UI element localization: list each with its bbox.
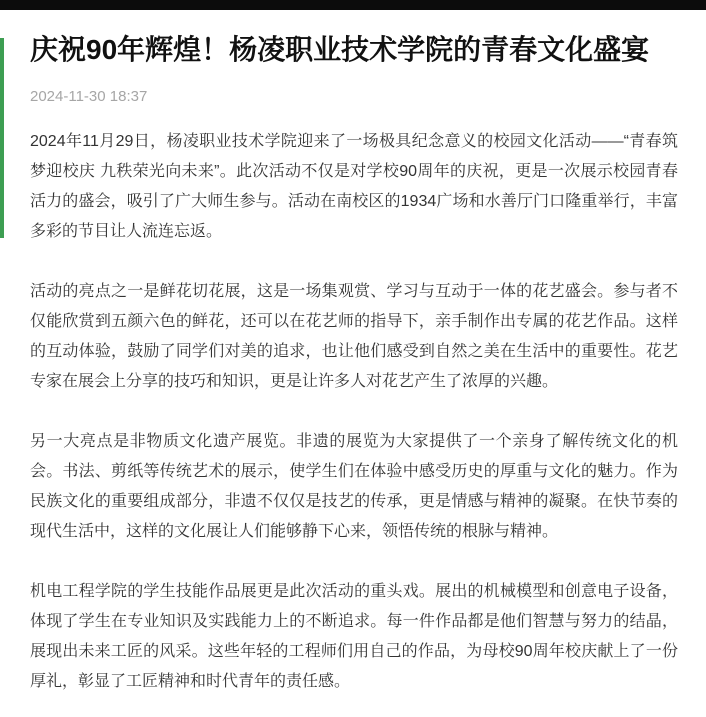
paragraph-4: 机电工程学院的学生技能作品展更是此次活动的重头戏。展出的机械模型和创意电子设备，体现了学生在专业知识及实践能力上的不断追求。每一件作品都是他们智慧与努力的结晶，展现出未来工匠的风采。这些年轻的工程师们用自己的作品，为母校90周年校庆献上了一份厚礼，彰显了工匠精神和时代青年的责任感。 [30, 583, 678, 690]
paragraph-1: 2024年11月29日，杨凌职业技术学院迎来了一场极具纪念意义的校园文化活动——“青春筑梦迎校庆 九秩荣光向未来”。此次活动不仅是对学校90周年的庆祝，更是一次展示校园青春活力的盛会，吸引了广大师生参与。活动在南校区的1934广场和水善厅门口隆重举行，丰富多彩的节目让人流连忘返。 [30, 133, 678, 240]
paragraph-2: 活动的亮点之一是鲜花切花展，这是一场集观赏、学习与互动于一体的花艺盛会。参与者不仅能欣赏到五颜六色的鲜花，还可以在花艺师的指导下，亲手制作出专属的花艺作品。这样的互动体验，鼓励了同学们对美的追求，也让他们感受到自然之美在生活中的重要性。花艺专家在展会上分享的技巧和知识，更是让许多人对花艺产生了浓厚的兴趣。 [30, 283, 678, 390]
window-top-bar [0, 0, 706, 10]
paragraph-3: 另一大亮点是非物质文化遗产展览。非遗的展览为大家提供了一个亲身了解传统文化的机会。书法、剪纸等传统艺术的展示，使学生们在体验中感受历史的厚重与文化的魅力。作为民族文化的重要组成部分，非遗不仅仅是技艺的传承，更是情感与精神的凝聚。在快节奏的现代生活中，这样的文化展让人们能够静下心来，领悟传统的根脉与精神。 [30, 433, 678, 540]
title-accent-bar [0, 38, 4, 238]
article-title: 庆祝90年辉煌！杨凌职业技术学院的青春文化盛宴 [30, 34, 650, 65]
article-body [30, 127, 678, 697]
article-page [0, 10, 706, 697]
publish-time: 2024-11-30 18:37 [30, 88, 148, 105]
